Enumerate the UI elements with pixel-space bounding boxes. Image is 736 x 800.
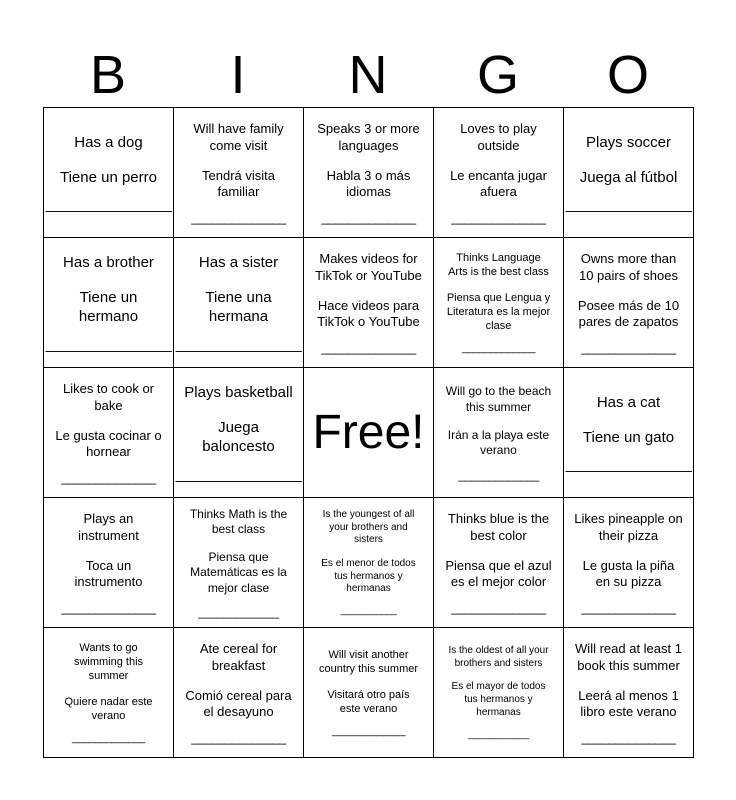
bingo-square bbox=[304, 108, 434, 238]
bingo-square bbox=[434, 368, 564, 498]
prompt-spanish: Comió cereal para el desayuno bbox=[185, 687, 292, 720]
bingo-header bbox=[43, 44, 693, 106]
bingo-square bbox=[174, 108, 304, 238]
bingo-square bbox=[174, 238, 304, 368]
bingo-square bbox=[564, 108, 694, 238]
prompt-spanish: Tiene un hermano bbox=[78, 289, 139, 326]
signature-line: ________________ bbox=[175, 465, 302, 483]
prompt-english: Likes to cook or bake bbox=[62, 380, 155, 413]
bingo-square bbox=[304, 238, 434, 368]
prompt-english: Thinks Math is the best class bbox=[189, 506, 288, 537]
signature-line: ______________ bbox=[451, 600, 546, 616]
prompt-spanish: Piensa que el azul es el mejor color bbox=[445, 557, 552, 590]
signature-line: ______________ bbox=[321, 340, 416, 356]
header-letter-n: N bbox=[348, 45, 388, 105]
prompt-english: Thinks blue is the best color bbox=[447, 510, 550, 543]
prompt-english: Plays soccer bbox=[585, 133, 672, 151]
signature-line: _____________ bbox=[71, 731, 146, 744]
bingo-square bbox=[304, 628, 434, 758]
prompt-spanish: Habla 3 o más idiomas bbox=[326, 167, 411, 200]
header-letter-o: O bbox=[606, 45, 649, 105]
prompt-spanish: Quiere nadar este verano bbox=[64, 695, 153, 722]
signature-line: _____________ bbox=[461, 341, 536, 354]
header-letter-g: G bbox=[476, 45, 519, 105]
prompt-english: Owns more than 10 pairs of shoes bbox=[578, 250, 678, 283]
grid-row bbox=[44, 238, 694, 368]
bingo-square bbox=[434, 238, 564, 368]
bingo-square bbox=[44, 368, 174, 498]
bingo-square bbox=[174, 628, 304, 758]
prompt-english: Will have family come visit bbox=[193, 120, 284, 153]
prompt-spanish: Le gusta la piña en su pizza bbox=[582, 557, 675, 590]
bingo-square bbox=[44, 238, 174, 368]
prompt-english: Ate cereal for breakfast bbox=[199, 640, 278, 673]
prompt-english: Plays an instrument bbox=[78, 510, 139, 543]
bingo-square bbox=[44, 498, 174, 628]
bingo-square bbox=[174, 368, 304, 498]
prompt-spanish: Leerá al menos 1 libro este verano bbox=[578, 687, 679, 720]
header-letter-i: I bbox=[230, 45, 246, 105]
prompt-english: Makes videos for TikTok or YouTube bbox=[315, 250, 422, 283]
prompt-english: Is the oldest of all your brothers and sisters bbox=[448, 645, 549, 670]
signature-line: ________________ bbox=[45, 335, 172, 353]
prompt-spanish: Le gusta cocinar o hornear bbox=[55, 427, 162, 460]
signature-line: ______________ bbox=[321, 210, 416, 226]
signature-line: ______________ bbox=[581, 730, 676, 746]
prompt-english: Has a sister bbox=[198, 254, 279, 272]
signature-line: ______________ bbox=[191, 210, 286, 226]
bingo-square bbox=[434, 108, 564, 238]
bingo-square bbox=[564, 628, 694, 758]
prompt-english: Wants to go swimming this summer bbox=[73, 642, 144, 683]
grid-row bbox=[44, 628, 694, 758]
prompt-english: Has a brother bbox=[63, 254, 154, 272]
prompt-english: Loves to play outside bbox=[460, 120, 537, 153]
signature-line: ______________ bbox=[61, 470, 156, 486]
bingo-square bbox=[564, 238, 694, 368]
free-space bbox=[304, 368, 434, 498]
grid-row bbox=[44, 368, 694, 498]
signature-line: ______________ bbox=[581, 600, 676, 616]
prompt-spanish: Juega al fútbol bbox=[579, 168, 678, 186]
signature-line: ______________ bbox=[61, 600, 156, 616]
prompt-spanish: Tiene una hermana bbox=[205, 289, 272, 326]
prompt-spanish: Piensa que Lengua y Literatura es la mejor clase bbox=[446, 291, 551, 332]
grid-row bbox=[44, 498, 694, 628]
header-letter-b: B bbox=[89, 45, 127, 105]
bingo-square bbox=[44, 628, 174, 758]
bingo-square bbox=[434, 628, 564, 758]
bingo-square bbox=[564, 498, 694, 628]
prompt-spanish: Irán a la playa este verano bbox=[447, 427, 550, 458]
prompt-english: Likes pineapple on their pizza bbox=[574, 510, 683, 543]
signature-line: ________________ bbox=[565, 196, 692, 214]
prompt-spanish: Posee más de 10 pares de zapatos bbox=[577, 297, 680, 330]
signature-line: ________________ bbox=[565, 456, 692, 474]
signature-line: ______________ bbox=[581, 340, 676, 356]
prompt-spanish: Visitará otro país este verano bbox=[327, 688, 410, 715]
prompt-spanish: Tiene un gato bbox=[582, 428, 675, 446]
signature-line: ________________ bbox=[45, 196, 172, 214]
free-space-label: Free! bbox=[312, 406, 425, 459]
prompt-english: Thinks Language Arts is the best class bbox=[448, 252, 549, 279]
prompt-spanish: Toca un instrumento bbox=[74, 557, 143, 590]
prompt-english: Plays basketball bbox=[184, 384, 293, 402]
prompt-spanish: Le encanta jugar afuera bbox=[450, 167, 547, 200]
signature-line: ______________ bbox=[451, 210, 546, 226]
bingo-square bbox=[564, 368, 694, 498]
prompt-spanish: Hace videos para TikTok o YouTube bbox=[317, 297, 420, 330]
prompt-english: Speaks 3 or more languages bbox=[317, 120, 420, 153]
signature-line: ____________ bbox=[468, 728, 529, 740]
prompt-english: Is the youngest of all your brothers and sisters bbox=[322, 508, 415, 546]
prompt-english: Will read at least 1 book this summer bbox=[575, 640, 682, 673]
signature-line: _____________ bbox=[458, 467, 539, 482]
prompt-spanish: Es el menor de todos tus hermanos y hermanas bbox=[321, 557, 416, 595]
bingo-square bbox=[174, 498, 304, 628]
prompt-english: Will visit another country this summer bbox=[318, 649, 419, 676]
prompt-spanish: Es el mayor de todos tus hermanos y hermanas bbox=[451, 681, 546, 718]
signature-line: ________________ bbox=[175, 335, 302, 353]
prompt-spanish: Tendrá visita familiar bbox=[202, 167, 275, 200]
bingo-square bbox=[304, 498, 434, 628]
signature-line: _____________ bbox=[198, 605, 279, 620]
bingo-square bbox=[44, 108, 174, 238]
bingo-grid bbox=[43, 107, 694, 758]
grid-row bbox=[44, 108, 694, 238]
prompt-spanish: Tiene un perro bbox=[59, 168, 157, 186]
bingo-square bbox=[434, 498, 564, 628]
signature-line: ______________ bbox=[191, 730, 286, 746]
signature-line: _____________ bbox=[331, 724, 406, 737]
prompt-spanish: Juega baloncesto bbox=[202, 419, 275, 456]
prompt-english: Will go to the beach this summer bbox=[445, 384, 552, 414]
prompt-spanish: Piensa que Matemáticas es la mejor clase bbox=[190, 550, 287, 595]
prompt-english: Has a dog bbox=[74, 133, 143, 151]
signature-line: ___________ bbox=[340, 605, 397, 617]
prompt-english: Has a cat bbox=[596, 393, 661, 411]
